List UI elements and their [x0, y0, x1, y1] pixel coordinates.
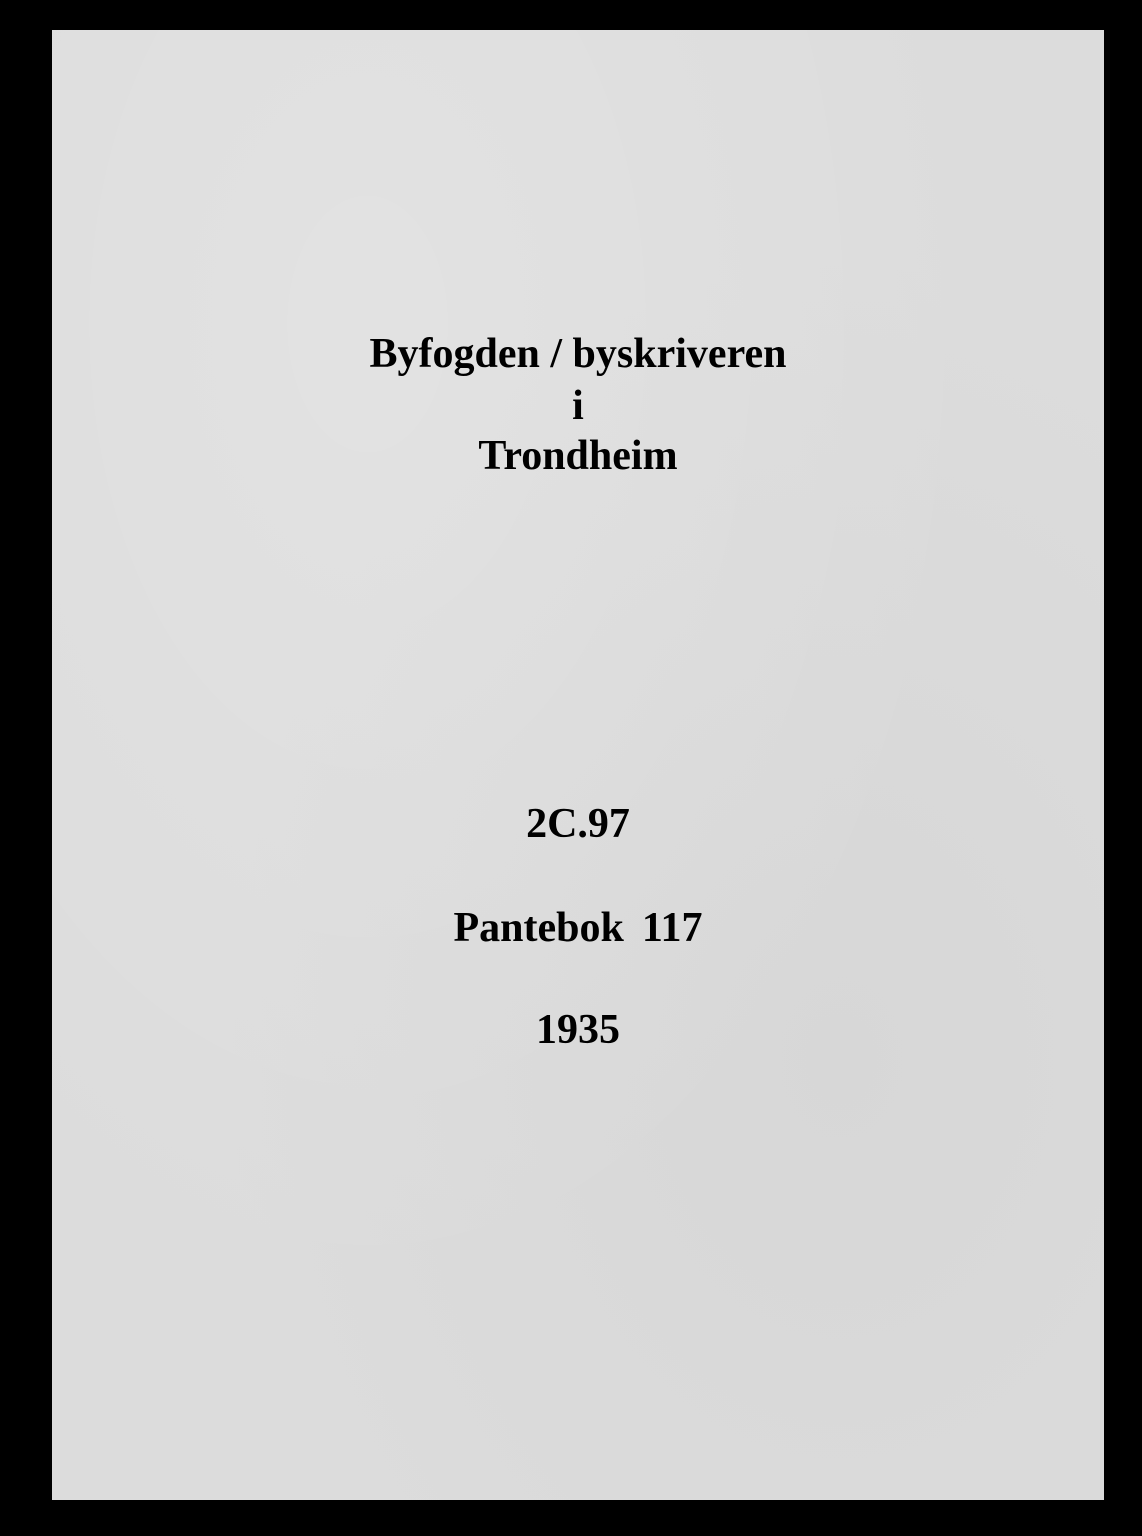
archive-preposition: i	[572, 383, 584, 429]
reference-code: 2C.97	[526, 801, 630, 847]
volume-label: Pantebok	[453, 905, 624, 951]
cover-sheet	[52, 30, 1104, 1500]
volume-year: 1935	[536, 1007, 620, 1053]
volume-line	[52, 904, 1104, 952]
archive-city: Trondheim	[478, 433, 678, 479]
archive-title: Byfogden / byskriveren	[369, 331, 787, 377]
volume-number: 117	[641, 905, 703, 951]
